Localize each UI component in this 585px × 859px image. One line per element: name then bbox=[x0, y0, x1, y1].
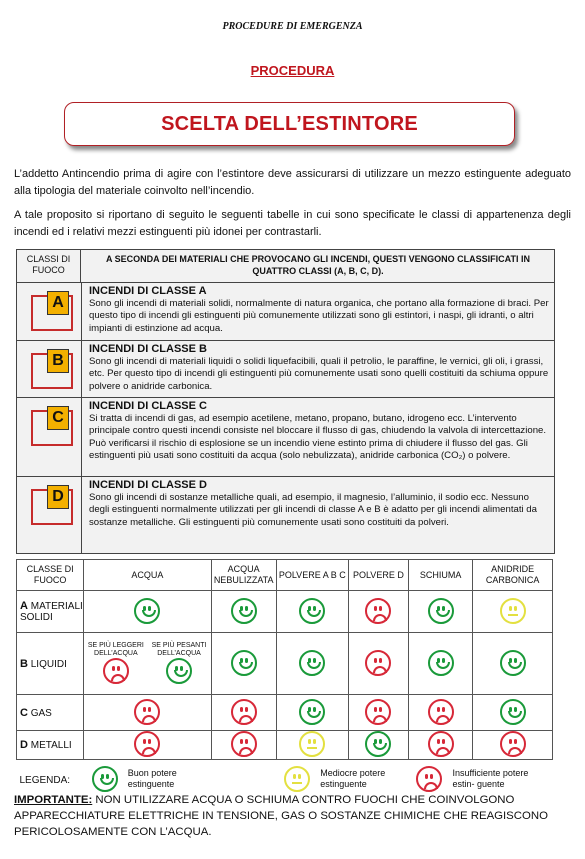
medium-face-icon bbox=[500, 598, 526, 624]
bad-face-icon bbox=[134, 699, 160, 725]
good-face-icon bbox=[92, 766, 118, 792]
rating-cell bbox=[276, 633, 348, 695]
good-face-icon bbox=[428, 598, 454, 624]
good-face-icon bbox=[231, 650, 257, 676]
bad-face-icon bbox=[365, 699, 391, 725]
class-d-icon: D bbox=[17, 477, 82, 553]
rating-cell bbox=[211, 731, 276, 760]
rating-cell bbox=[348, 695, 408, 731]
bad-face-icon bbox=[428, 699, 454, 725]
bad-face-icon bbox=[428, 731, 454, 757]
header-cell: CLASSE DI FUOCO bbox=[17, 560, 84, 591]
header-cell: ACQUA NEBULIZZATA bbox=[211, 560, 276, 591]
class-title: INCENDI DI CLASSE D bbox=[89, 479, 207, 491]
row-label: C GAS bbox=[17, 695, 84, 731]
good-face-icon bbox=[299, 650, 325, 676]
good-face-icon bbox=[166, 658, 192, 684]
good-face-icon bbox=[428, 650, 454, 676]
rating-cell bbox=[211, 695, 276, 731]
fire-class-row bbox=[17, 283, 554, 341]
fire-class-row bbox=[17, 341, 554, 398]
fire-table-col-left: CLASSI DI FUOCO bbox=[17, 250, 81, 282]
header-cell: POLVERE A B C bbox=[276, 560, 348, 591]
header-cell: SCHIUMA bbox=[408, 560, 472, 591]
tables-paragraph: A tale proposito si riportano di seguito le seguenti tabelle in cui sono specificate le classi di appartenenza degli incendi ed i relativi mezzi estinguenti più idonei per contrastarli. bbox=[14, 209, 571, 238]
bad-face-icon bbox=[500, 731, 526, 757]
rating-cell bbox=[348, 633, 408, 695]
legend-item: Insufficiente potere estin- guente bbox=[408, 760, 552, 801]
section-label: PROCEDURA bbox=[250, 63, 335, 78]
split-label: SE PIÙ LEGGERI DELL’ACQUA bbox=[87, 642, 144, 657]
important-note bbox=[14, 792, 574, 840]
page-header: PROCEDURE DI EMERGENZA bbox=[222, 21, 363, 32]
agents-header-row bbox=[17, 560, 553, 591]
rating-cell bbox=[84, 731, 211, 760]
important-text: NON UTILIZZARE ACQUA O SCHIUMA CONTRO FUOCHI CHE COINVOLGONO APPARECCHIATURE ELETTRICHE IN TENSIONE, GAS O SOSTANZE CHIMICHE CHE REAGISCONO PERICOLOSAMENTE CON L’ACQUA. bbox=[14, 794, 548, 838]
rating-cell bbox=[408, 633, 472, 695]
fire-table-col-right: A SECONDA DEI MATERIALI CHE PROVOCANO GLI INCENDI, QUESTI VENGONO CLASSIFICATI IN QUATTRO CLASSI (A, B, C, D). bbox=[105, 254, 531, 276]
rating-cell bbox=[211, 591, 276, 633]
bad-face-icon bbox=[416, 766, 442, 792]
page-title: SCELTA DELL’ESTINTORE bbox=[161, 112, 418, 135]
class-text: Sono gli incendi di sostanze metalliche quali, ad esempio, il magnesio, l’alluminio, il sodio ecc. Nessuno degli estinguenti normalmente utilizzati per gli incendi di classe A e B è adatto per gli incendi alimentati da sostanze metalliche. Gli estinguenti più comunemente usati sono costituiti da polveri. bbox=[89, 491, 537, 528]
bad-face-icon bbox=[231, 699, 257, 725]
rating-cell bbox=[408, 695, 472, 731]
fire-class-row bbox=[17, 477, 554, 553]
rating-cell bbox=[348, 731, 408, 760]
legend-item: Mediocre potere estinguente bbox=[276, 760, 408, 801]
rating-cell bbox=[473, 591, 553, 633]
class-text: Si tratta di incendi di gas, ad esempio acetilene, metano, propano, butano, idrogeno ecc. L’intervento principale contro questi incendi consiste nel bloccare il flusso di gas, chiudendo la valvola di intercettazione. Può verificarsi il rischio di esplosione se un incendio viene estinto prima di chiudere il flusso del gas. Gli estinguenti più usati sono costituiti da acqua (solo nebulizzata), anidride carbonica (CO₂) o polvere. bbox=[89, 412, 547, 462]
rating-cell bbox=[473, 695, 553, 731]
good-face-icon bbox=[365, 731, 391, 757]
rating-cell bbox=[473, 731, 553, 760]
agents-row bbox=[17, 731, 553, 760]
legend-label: LEGENDA: bbox=[17, 760, 84, 801]
rating-cell bbox=[211, 633, 276, 695]
class-c-icon: C bbox=[17, 398, 82, 476]
good-face-icon bbox=[299, 598, 325, 624]
rating-cell bbox=[348, 591, 408, 633]
good-face-icon bbox=[500, 699, 526, 725]
agents-row bbox=[17, 633, 553, 695]
fire-class-row bbox=[17, 398, 554, 477]
bad-face-icon bbox=[231, 731, 257, 757]
important-label: IMPORTANTE: bbox=[14, 794, 93, 806]
rating-cell bbox=[473, 633, 553, 695]
good-face-icon bbox=[500, 650, 526, 676]
agents-row bbox=[17, 591, 553, 633]
bad-face-icon bbox=[103, 658, 129, 684]
legend-item: Buon potere estinguente bbox=[84, 760, 276, 801]
bad-face-icon bbox=[365, 598, 391, 624]
rating-cell bbox=[276, 731, 348, 760]
title-box bbox=[64, 102, 515, 146]
header-cell: ANIDRIDE CARBONICA bbox=[473, 560, 553, 591]
header-cell: POLVERE D bbox=[348, 560, 408, 591]
good-face-icon bbox=[299, 699, 325, 725]
row-label: B LIQUIDI bbox=[17, 633, 84, 695]
rating-cell bbox=[408, 591, 472, 633]
good-face-icon bbox=[231, 598, 257, 624]
class-text: Sono gli incendi di materiali solidi, normalmente di natura organica, che portano alla formazione di braci. Per questo tipo di incendi gli estinguenti più comunemente utilizzati sono gli estintori, i naspi, gli idranti, o altri impianti di estinzione ad acqua. bbox=[89, 297, 549, 334]
good-face-icon bbox=[134, 598, 160, 624]
rating-cell bbox=[276, 695, 348, 731]
fire-table-header bbox=[17, 250, 554, 283]
fire-classes-table bbox=[16, 249, 555, 554]
header-cell: ACQUA bbox=[84, 560, 211, 591]
class-b-icon: B bbox=[17, 341, 82, 397]
rating-cell bbox=[276, 591, 348, 633]
row-label: A MATERIALI SOLIDI bbox=[17, 591, 84, 633]
row-label: D METALLI bbox=[17, 731, 84, 760]
class-title: INCENDI DI CLASSE C bbox=[89, 400, 207, 412]
class-title: INCENDI DI CLASSE A bbox=[89, 285, 207, 297]
rating-cell bbox=[84, 591, 211, 633]
medium-face-icon bbox=[284, 766, 310, 792]
rating-cell bbox=[408, 731, 472, 760]
intro-paragraph: L’addetto Antincendio prima di agire con l’estintore deve assicurarsi di utilizzare un mezzo estinguente adeguato alla tipologia del materiale coinvolto nell’incendio. bbox=[14, 168, 571, 197]
bad-face-icon bbox=[134, 731, 160, 757]
rating-cell bbox=[84, 695, 211, 731]
extinguisher-agents-table bbox=[16, 559, 553, 800]
class-a-icon: A bbox=[17, 283, 82, 340]
agents-row bbox=[17, 695, 553, 731]
rating-cell bbox=[84, 633, 211, 695]
split-label: SE PIÙ PESANTI DELL’ACQUA bbox=[151, 642, 207, 657]
bad-face-icon bbox=[365, 650, 391, 676]
class-text: Sono gli incendi di materiali liquidi o solidi liquefacibili, quali il petrolio, le paraffine, le vernici, gli oli, i grassi, etc. Per questo tipo di incendi gli estinguenti più comunemente usati sono quelli costituiti da schiuma oppure polvere o anidride carbonica. bbox=[89, 355, 549, 392]
class-title: INCENDI DI CLASSE B bbox=[89, 343, 207, 355]
medium-face-icon bbox=[299, 731, 325, 757]
